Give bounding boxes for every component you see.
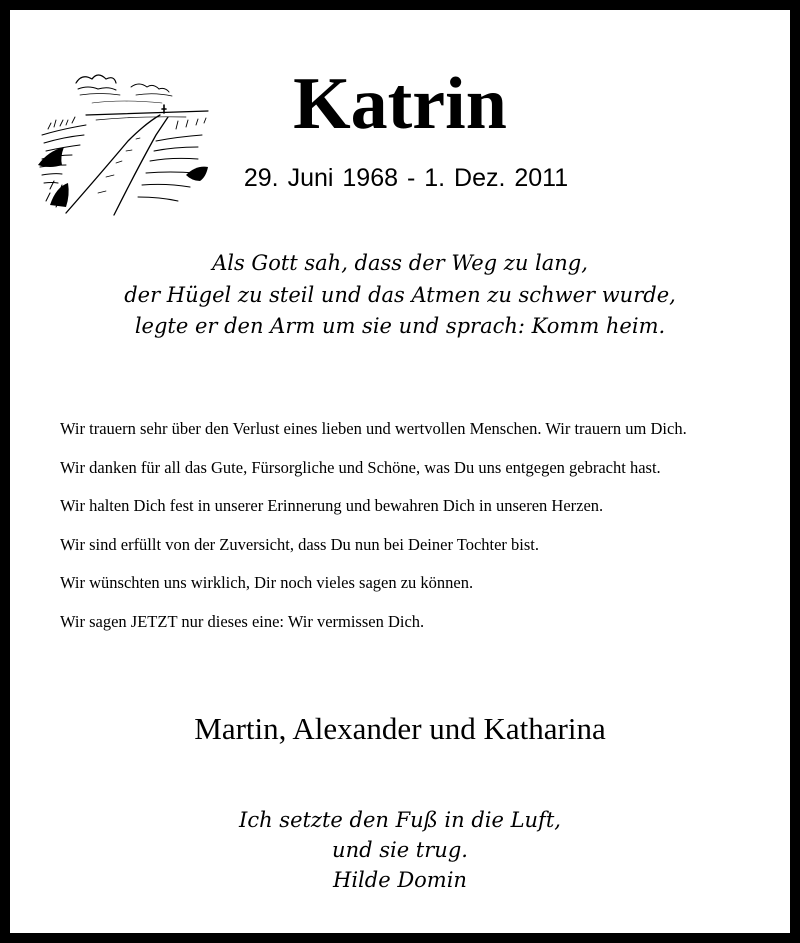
memorial-verse xyxy=(10,248,790,343)
message-line: Wir trauern sehr über den Verlust eines lieben und wertvollen Menschen. Wir trauern um Dich. xyxy=(60,419,687,438)
quote-line: Ich setzte den Fuß in die Luft, xyxy=(239,808,561,832)
deceased-name: Katrin xyxy=(293,63,507,145)
life-dates: 29. Juni 1968 - 1. Dez. 2011 xyxy=(243,164,569,192)
message-line: Wir halten Dich fest in unserer Erinnerung und bewahren Dich in unseren Herzen. xyxy=(60,496,604,515)
closing-quote xyxy=(10,805,790,895)
verse-line: der Hügel zu steil und das Atmen zu schwer wurde, xyxy=(124,282,676,307)
message-line: Wir sagen JETZT nur dieses eine: Wir vermissen Dich. xyxy=(60,611,425,631)
family-signature: Martin, Alexander und Katharina xyxy=(194,711,606,746)
quote-author: Hilde Domin xyxy=(333,868,467,892)
message-line: Wir sind erfüllt von der Zuversicht, dass Du nun bei Deiner Tochter bist. xyxy=(60,534,540,554)
message-line: Wir danken für all das Gute, Fürsorgliche und Schöne, was Du uns entgegen gebracht hast. xyxy=(60,457,661,477)
verse-line: Als Gott sah, dass der Weg zu lang, xyxy=(212,251,588,275)
mourning-message xyxy=(60,410,790,641)
quote-line: und sie trug. xyxy=(332,838,468,862)
message-line: Wir wünschten uns wirklich, Dir noch vieles sagen zu können. xyxy=(60,573,474,592)
verse-line: legte er den Arm um sie und sprach: Komm heim. xyxy=(134,314,666,338)
